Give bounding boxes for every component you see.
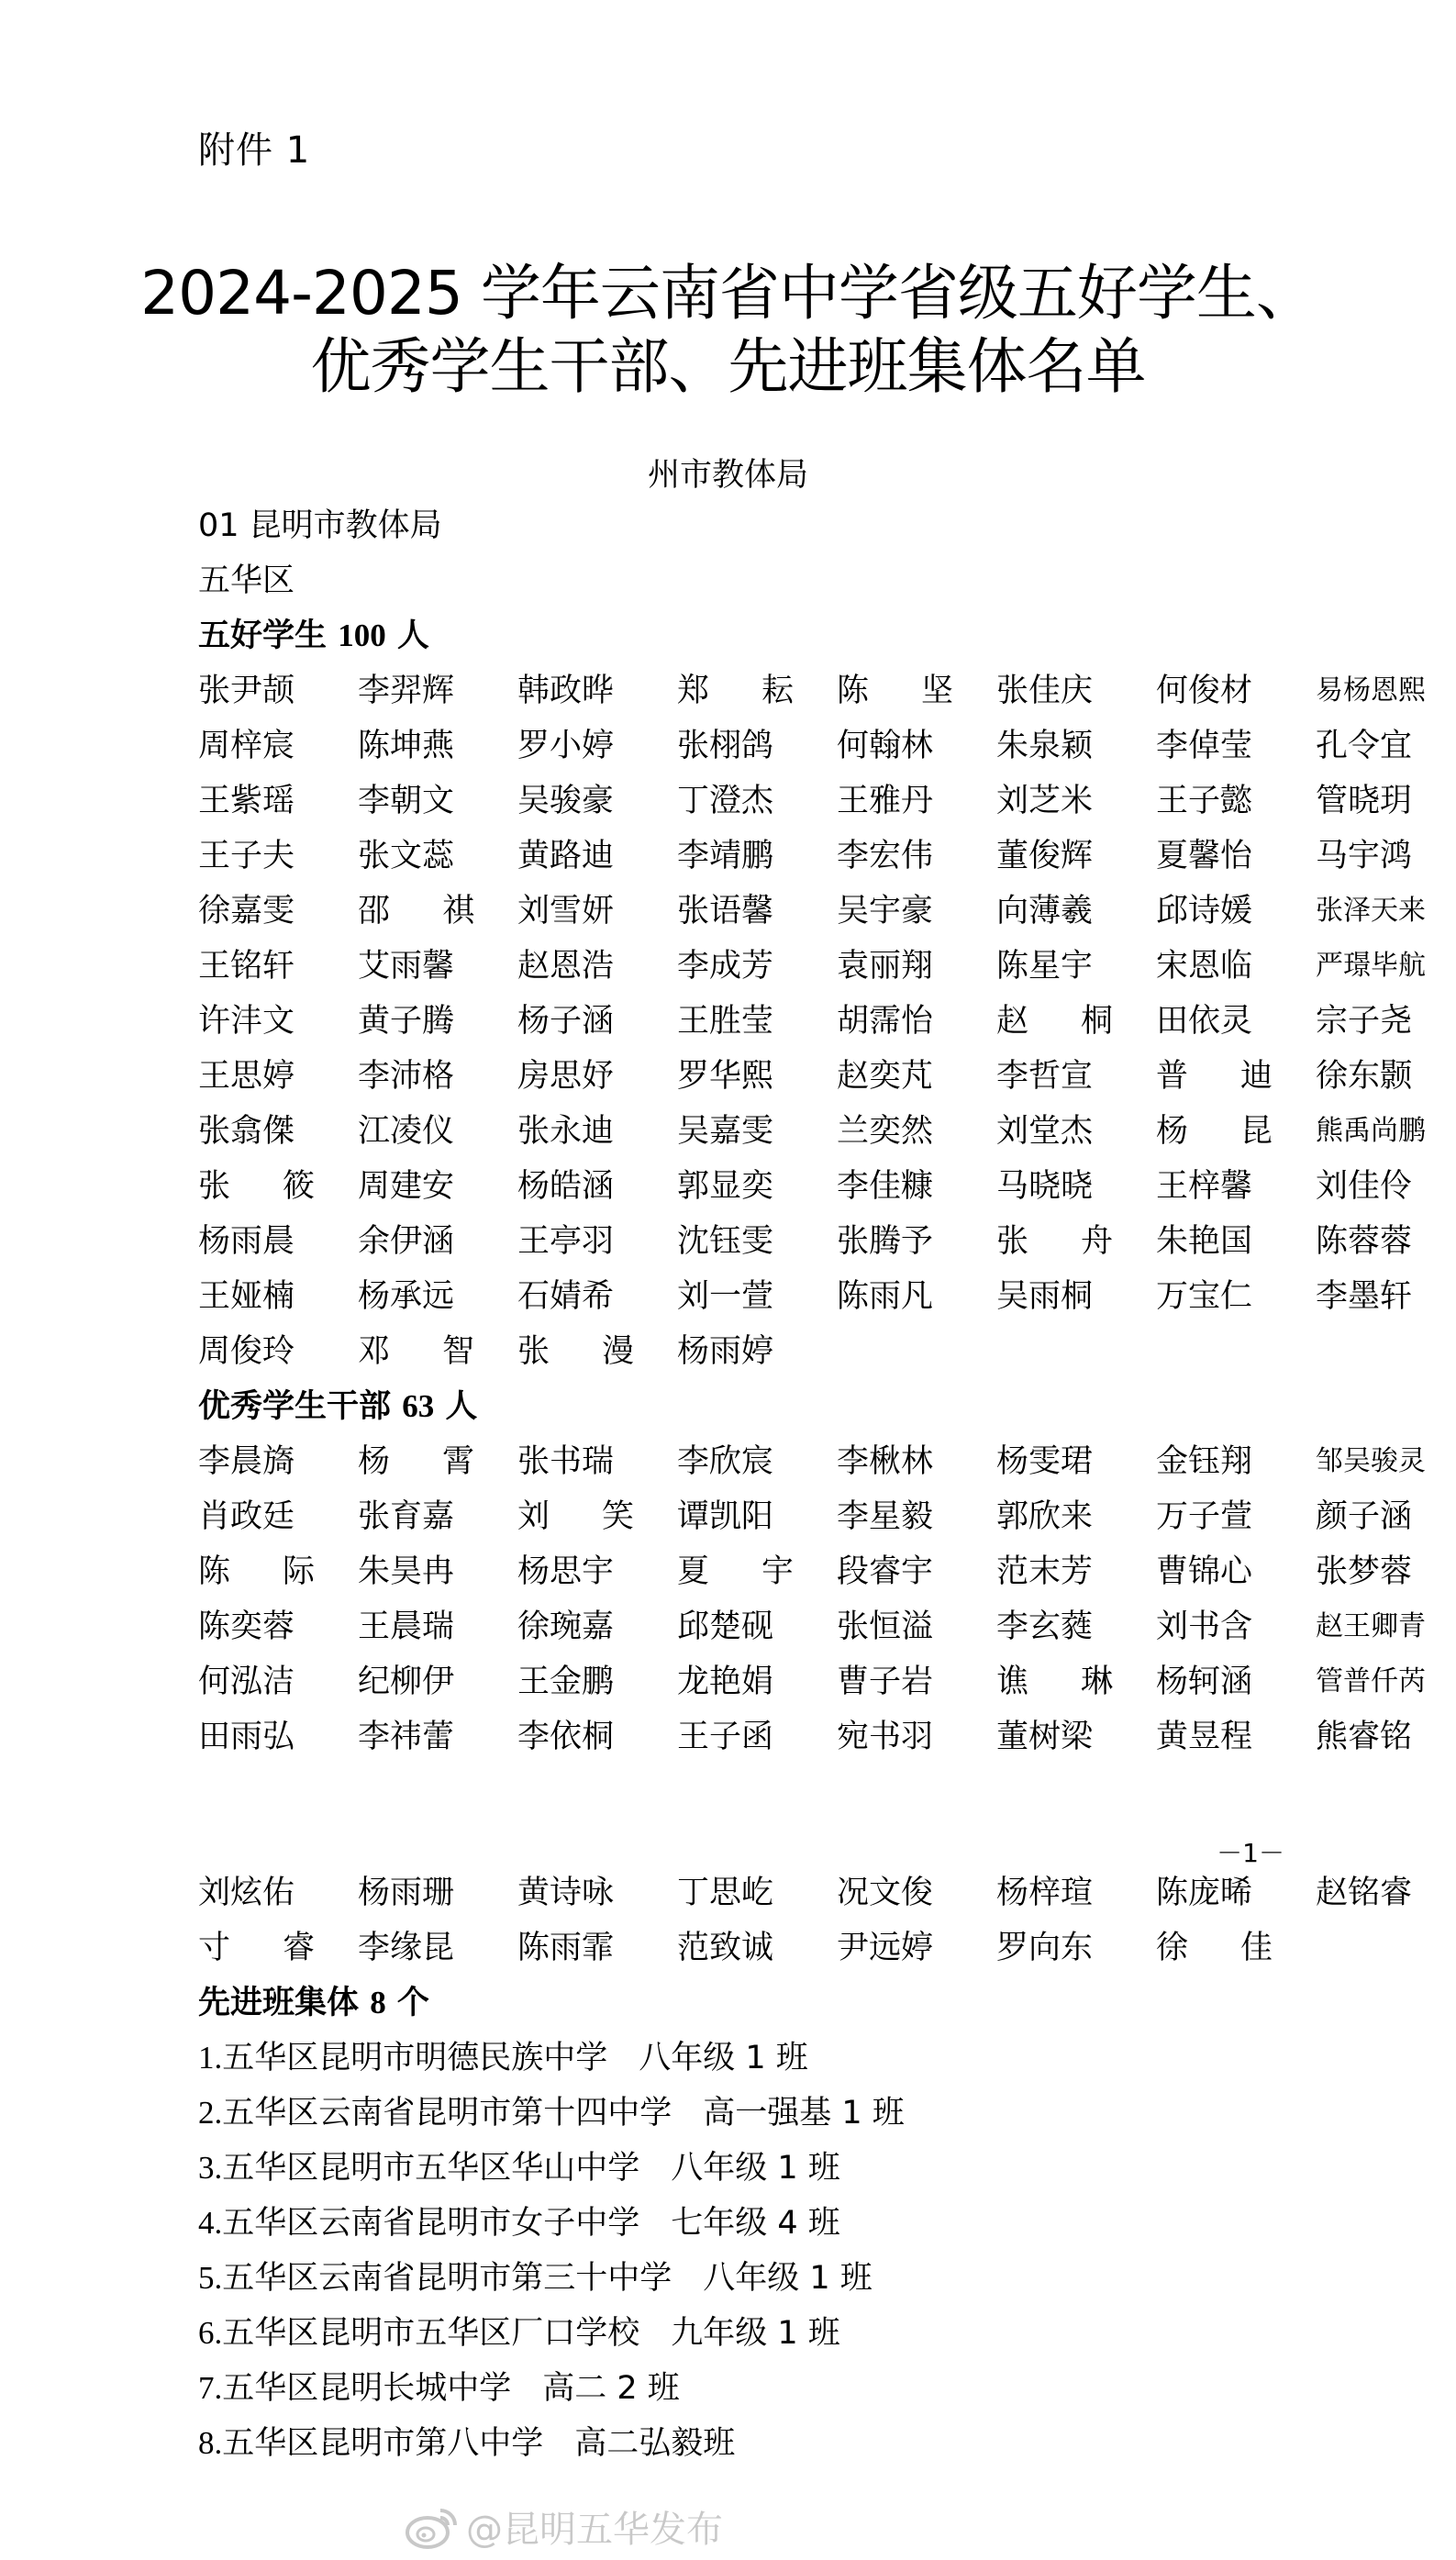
- class-item: [198, 2416, 1299, 2471]
- student-name: 罗向东: [996, 1930, 1094, 1966]
- student-name: 张文蕊: [358, 838, 455, 874]
- student-name: 王金鹏: [517, 1664, 615, 1700]
- class-grade: 八年级 1 班: [703, 2260, 872, 2297]
- student-name: 张腾予: [837, 1223, 934, 1260]
- class-item: [198, 2141, 1299, 2196]
- student-name: 邱楚砚: [677, 1608, 774, 1645]
- student-name: 周梓宸: [198, 728, 295, 764]
- classes-count: 8: [370, 1985, 386, 2020]
- student-name: 张育嘉: [358, 1498, 455, 1535]
- student-name: [358, 1434, 474, 1489]
- student-name: 李倬莹: [1156, 728, 1253, 764]
- student-name: 刘雪妍: [517, 893, 615, 929]
- student-name: 王胜莹: [677, 1003, 774, 1040]
- student-name: 王紫瑶: [198, 783, 295, 819]
- class-index: 6.: [198, 2315, 223, 2351]
- student-name: [996, 994, 1113, 1049]
- student-name: 龙艳娟: [677, 1664, 774, 1700]
- school-name: 五华区昆明长城中学: [222, 2370, 512, 2407]
- student-name: 李靖鹏: [677, 838, 774, 874]
- student-name: 刘芝米: [996, 783, 1094, 819]
- student-name: 赵铭睿: [1316, 1875, 1413, 1911]
- student-name: 段睿宇: [837, 1553, 934, 1590]
- bureau-label: 01 昆明市教体局: [198, 507, 442, 544]
- student-name: 陈庞晞: [1156, 1875, 1253, 1911]
- student-name: 张翕傑: [198, 1113, 295, 1150]
- watermark-text: @昆明五华发布: [466, 2509, 723, 2551]
- student-name: 宛书羽: [837, 1719, 934, 1755]
- student-name: 王梓馨: [1156, 1168, 1253, 1205]
- class-index: 2.: [198, 2095, 223, 2131]
- given-name: 琳: [1080, 1664, 1113, 1700]
- student-name: 黄子腾: [358, 1003, 455, 1040]
- student-name: 李晨旖: [198, 1443, 295, 1480]
- student-name: 曹锦心: [1156, 1553, 1253, 1590]
- given-name: 佳: [1239, 1930, 1273, 1966]
- given-name: 霄: [441, 1443, 474, 1480]
- student-name: 王娅楠: [198, 1278, 295, 1315]
- student-name: 王思婷: [198, 1058, 295, 1095]
- student-name: 何翰林: [837, 728, 934, 764]
- class-item: [198, 2086, 1299, 2141]
- student-name: 杨子涵: [517, 1003, 615, 1040]
- student-name: 王子懿: [1156, 783, 1253, 819]
- student-name: 杨梓瑄: [996, 1875, 1094, 1911]
- student-name: 邱诗媛: [1156, 893, 1253, 929]
- school-name: 五华区昆明市第八中学: [222, 2425, 544, 2462]
- student-name: [837, 663, 953, 718]
- student-name: 张尹颉: [198, 673, 295, 709]
- class-index: 7.: [198, 2370, 223, 2406]
- student-name: 李宏伟: [837, 838, 934, 874]
- surname: 赵: [996, 1003, 1029, 1040]
- page2-content: [198, 1865, 1413, 2471]
- student-name: 邹吴骏灵: [1316, 1445, 1426, 1477]
- student-name: 尹远婷: [837, 1930, 934, 1966]
- surname: 夏: [677, 1553, 710, 1590]
- student-name: [198, 1544, 315, 1599]
- student-name: 杨轲涵: [1156, 1664, 1253, 1700]
- student-name: 万子萱: [1156, 1498, 1253, 1535]
- surname: 寸: [198, 1930, 231, 1966]
- student-name: 管普仟芮: [1316, 1665, 1426, 1697]
- student-name: [1156, 1049, 1273, 1104]
- title-line-1: 2024-2025 学年云南省中学省级五好学生、: [140, 258, 1316, 328]
- student-name: 张栩鸽: [677, 728, 774, 764]
- student-name: 杨承远: [358, 1278, 455, 1315]
- class-grade: 七年级 4 班: [671, 2205, 840, 2242]
- student-name: 吴宇豪: [837, 893, 934, 929]
- class-item: [198, 2306, 1299, 2361]
- class-item: [198, 2196, 1299, 2251]
- page1-content: [198, 498, 1426, 1764]
- student-name: 易杨恩熙: [1316, 674, 1426, 707]
- district-label: 五华区: [198, 562, 295, 599]
- student-name: 王子函: [677, 1719, 774, 1755]
- student-name: 罗小婷: [517, 728, 615, 764]
- student-name: 房思妤: [517, 1058, 615, 1095]
- class-index: 8.: [198, 2425, 223, 2461]
- student-name: 李羿辉: [358, 673, 455, 709]
- given-name: 筱: [282, 1168, 315, 1205]
- student-name: 李祎蕾: [358, 1719, 455, 1755]
- student-name: 何泓洁: [198, 1664, 295, 1700]
- student-name: 赵奕芃: [837, 1058, 934, 1095]
- class-grade: 八年级 1 班: [639, 2040, 808, 2076]
- student-name: 陈蓉蓉: [1316, 1223, 1413, 1260]
- student-name: [517, 1489, 634, 1544]
- given-name: 漫: [601, 1333, 634, 1370]
- student-name: 李哲宣: [996, 1058, 1094, 1095]
- surname: 邵: [358, 893, 391, 929]
- student-name: 王子夫: [198, 838, 295, 874]
- five-good-heading-text: 五好学生: [198, 617, 328, 654]
- class-index: 3.: [198, 2150, 223, 2186]
- student-name: 王雅丹: [837, 783, 934, 819]
- surname: 张: [517, 1333, 550, 1370]
- student-name: [358, 884, 474, 939]
- student-name: 吴嘉雯: [677, 1113, 774, 1150]
- student-name: 余伊涵: [358, 1223, 455, 1260]
- student-name: 周建安: [358, 1168, 455, 1205]
- student-name: 田依灵: [1156, 1003, 1253, 1040]
- student-name: 李沛格: [358, 1058, 455, 1095]
- student-name: 管晓玥: [1316, 783, 1413, 819]
- given-name: 桐: [1080, 1003, 1113, 1040]
- student-name: 王晨瑞: [358, 1608, 455, 1645]
- five-good-unit: 人: [396, 617, 429, 654]
- student-name: 徐嘉雯: [198, 893, 295, 929]
- surname: 刘: [517, 1498, 550, 1535]
- student-name: 徐琬嘉: [517, 1608, 615, 1645]
- student-name: 刘炫佑: [198, 1875, 295, 1911]
- student-name: 李星毅: [837, 1498, 934, 1535]
- student-name: 谭凯阳: [677, 1498, 774, 1535]
- student-name: 田雨弘: [198, 1719, 295, 1755]
- student-name: 艾雨馨: [358, 948, 455, 985]
- student-name: 杨雨珊: [358, 1875, 455, 1911]
- given-name: 际: [282, 1553, 315, 1590]
- student-name: 黄路迪: [517, 838, 615, 874]
- weibo-icon: [404, 2503, 461, 2551]
- given-name: 智: [441, 1333, 474, 1370]
- student-name: 李玄蕤: [996, 1608, 1094, 1645]
- surname: 张: [198, 1168, 231, 1205]
- student-name: 马晓晓: [996, 1168, 1094, 1205]
- student-name: 何俊材: [1156, 673, 1253, 709]
- cadres-name-list-page1: [198, 1434, 1426, 1764]
- surname: 邓: [358, 1333, 391, 1370]
- five-good-heading: [198, 608, 1299, 663]
- class-item: [198, 2251, 1299, 2306]
- given-name: 宇: [761, 1553, 794, 1590]
- student-name: 夏馨怡: [1156, 838, 1253, 874]
- student-name: 张书瑞: [517, 1443, 615, 1480]
- given-name: 睿: [282, 1930, 315, 1966]
- student-name: 袁丽翔: [837, 948, 934, 985]
- document-title: [0, 257, 1456, 404]
- student-name: 杨雯珺: [996, 1443, 1094, 1480]
- five-good-count: 100: [338, 618, 386, 653]
- student-name: 肖政廷: [198, 1498, 295, 1535]
- class-grade: 八年级 1 班: [671, 2150, 840, 2187]
- given-name: 坚: [920, 673, 953, 709]
- student-name: 刘堂杰: [996, 1113, 1094, 1150]
- surname: 徐: [1156, 1930, 1189, 1966]
- student-name: 范致诚: [677, 1930, 774, 1966]
- student-name: 张语馨: [677, 893, 774, 929]
- surname: 陈: [837, 673, 870, 709]
- student-name: 沈钰雯: [677, 1223, 774, 1260]
- student-name: 孔令宜: [1316, 728, 1413, 764]
- class-index: 5.: [198, 2260, 223, 2296]
- page-number: －1－: [1217, 1838, 1284, 1868]
- student-name: 董俊辉: [996, 838, 1094, 874]
- student-name: 张恒溢: [837, 1608, 934, 1645]
- student-name: 杨思宇: [517, 1553, 615, 1590]
- given-name: 迪: [1239, 1058, 1273, 1095]
- surname: 普: [1156, 1058, 1189, 1095]
- student-name: 金钰翔: [1156, 1443, 1253, 1480]
- student-name: 徐东颢: [1316, 1058, 1413, 1095]
- surname: 杨: [358, 1443, 391, 1480]
- class-item: [198, 2031, 1299, 2086]
- classes-list: [198, 2031, 1299, 2471]
- student-name: 严璟毕航: [1316, 950, 1426, 982]
- student-name: 陈雨霏: [517, 1930, 615, 1966]
- student-name: 杨雨晨: [198, 1223, 295, 1260]
- student-name: 张泽天来: [1316, 895, 1426, 927]
- classes-heading: [198, 1976, 1299, 2031]
- student-name: 董树梁: [996, 1719, 1094, 1755]
- student-name: [996, 1214, 1113, 1269]
- student-name: 杨雨婷: [677, 1333, 774, 1370]
- subtitle: 州市教体局: [647, 457, 808, 494]
- class-index: 1.: [198, 2040, 223, 2076]
- student-name: 向薄羲: [996, 893, 1094, 929]
- school-name: 五华区云南省昆明市第十四中学: [222, 2095, 672, 2131]
- student-name: 许沣文: [198, 1003, 295, 1040]
- student-name: 万宝仁: [1156, 1278, 1253, 1315]
- school-name: 五华区昆明市五华区厂口学校: [222, 2315, 640, 2352]
- student-name: 王亭羽: [517, 1223, 615, 1260]
- school-name: 五华区昆明市明德民族中学: [222, 2040, 608, 2076]
- student-name: 朱艳国: [1156, 1223, 1253, 1260]
- student-name: [996, 1654, 1113, 1709]
- student-name: 丁思屹: [677, 1875, 774, 1911]
- given-name: 祺: [441, 893, 474, 929]
- surname: 杨: [1156, 1113, 1189, 1150]
- student-name: [517, 1324, 634, 1379]
- student-name: 兰奕然: [837, 1113, 934, 1150]
- given-name: 笑: [601, 1498, 634, 1535]
- school-name: 五华区云南省昆明市第三十中学: [222, 2260, 672, 2297]
- student-name: 吴骏豪: [517, 783, 615, 819]
- student-name: 李成芳: [677, 948, 774, 985]
- student-name: [677, 663, 794, 718]
- student-name: 周俊玲: [198, 1333, 295, 1370]
- student-name: 马宇鸿: [1316, 838, 1413, 874]
- surname: 张: [996, 1223, 1029, 1260]
- student-name: 郭欣来: [996, 1498, 1094, 1535]
- classes-heading-text: 先进班集体: [198, 1984, 360, 2021]
- class-item: [198, 2361, 1299, 2416]
- class-grade: 高一强基 1 班: [703, 2095, 905, 2131]
- student-name: 张梦蓉: [1316, 1553, 1413, 1590]
- cadres-heading-text: 优秀学生干部: [198, 1387, 392, 1425]
- cadres-unit: 人: [445, 1387, 478, 1425]
- student-name: [198, 1159, 315, 1214]
- student-name: 黄昱程: [1156, 1719, 1253, 1755]
- student-name: 熊禹尚鹏: [1316, 1115, 1426, 1147]
- title-line-2: 优秀学生干部、先进班集体名单: [310, 331, 1146, 402]
- student-name: 张佳庆: [996, 673, 1094, 709]
- student-name: 赵王卿青: [1316, 1610, 1426, 1642]
- student-name: 宋恩临: [1156, 948, 1253, 985]
- student-name: 丁澄杰: [677, 783, 774, 819]
- student-name: 颜子涵: [1316, 1498, 1413, 1535]
- classes-unit: 个: [396, 1984, 429, 2021]
- five-good-name-list: [198, 663, 1426, 1379]
- student-name: 李缘昆: [358, 1930, 455, 1966]
- student-name: 刘佳伶: [1316, 1168, 1413, 1205]
- student-name: 石婧希: [517, 1278, 615, 1315]
- student-name: 李朝文: [358, 783, 455, 819]
- surname: 郑: [677, 673, 710, 709]
- student-name: 江凌仪: [358, 1113, 455, 1150]
- student-name: 郭显奕: [677, 1168, 774, 1205]
- student-name: 王铭轩: [198, 948, 295, 985]
- cadres-heading: [198, 1379, 1299, 1434]
- student-name: 陈奕蓉: [198, 1608, 295, 1645]
- surname: 谯: [996, 1664, 1029, 1700]
- student-name: [1156, 1920, 1273, 1976]
- student-name: 韩政晔: [517, 673, 615, 709]
- school-name: 五华区昆明市五华区华山中学: [222, 2150, 640, 2187]
- student-name: 吴雨桐: [996, 1278, 1094, 1315]
- student-name: 朱泉颖: [996, 728, 1094, 764]
- surname: 陈: [198, 1553, 231, 1590]
- student-name: 罗华熙: [677, 1058, 774, 1095]
- student-name: 朱昊冉: [358, 1553, 455, 1590]
- student-name: 刘书含: [1156, 1608, 1253, 1645]
- student-name: 陈星宇: [996, 948, 1094, 985]
- given-name: 耘: [761, 673, 794, 709]
- student-name: 李欣宸: [677, 1443, 774, 1480]
- student-name: [677, 1544, 794, 1599]
- student-name: 陈雨凡: [837, 1278, 934, 1315]
- class-grade: 高二 2 班: [542, 2370, 680, 2407]
- student-name: 陈坤燕: [358, 728, 455, 764]
- student-name: 李墨轩: [1316, 1278, 1413, 1315]
- given-name: 舟: [1080, 1223, 1113, 1260]
- student-name: 范末芳: [996, 1553, 1094, 1590]
- class-grade: 高二弘毅班: [574, 2425, 736, 2462]
- student-name: 赵恩浩: [517, 948, 615, 985]
- cadres-count: 63: [402, 1388, 435, 1424]
- student-name: [198, 1920, 315, 1976]
- attachment-label: 附件 1: [198, 129, 311, 172]
- class-grade: 九年级 1 班: [671, 2315, 840, 2352]
- student-name: [1156, 1104, 1273, 1159]
- cadres-name-list-page2: [198, 1865, 1413, 1976]
- student-name: 李楸林: [837, 1443, 934, 1480]
- class-index: 4.: [198, 2205, 223, 2241]
- student-name: 李依桐: [517, 1719, 615, 1755]
- given-name: 昆: [1239, 1113, 1273, 1150]
- student-name: 曹子岩: [837, 1664, 934, 1700]
- student-name: 胡霈怡: [837, 1003, 934, 1040]
- student-name: 黄诗咏: [517, 1875, 615, 1911]
- student-name: 刘一萱: [677, 1278, 774, 1315]
- student-name: 杨皓涵: [517, 1168, 615, 1205]
- student-name: 纪柳伊: [358, 1664, 455, 1700]
- student-name: 宗子尧: [1316, 1003, 1413, 1040]
- student-name: 张永迪: [517, 1113, 615, 1150]
- student-name: 熊睿铭: [1316, 1719, 1413, 1755]
- student-name: 况文俊: [837, 1875, 934, 1911]
- student-name: 李佳糠: [837, 1168, 934, 1205]
- watermark: [404, 2500, 723, 2553]
- student-name: [358, 1324, 474, 1379]
- school-name: 五华区云南省昆明市女子中学: [222, 2205, 640, 2242]
